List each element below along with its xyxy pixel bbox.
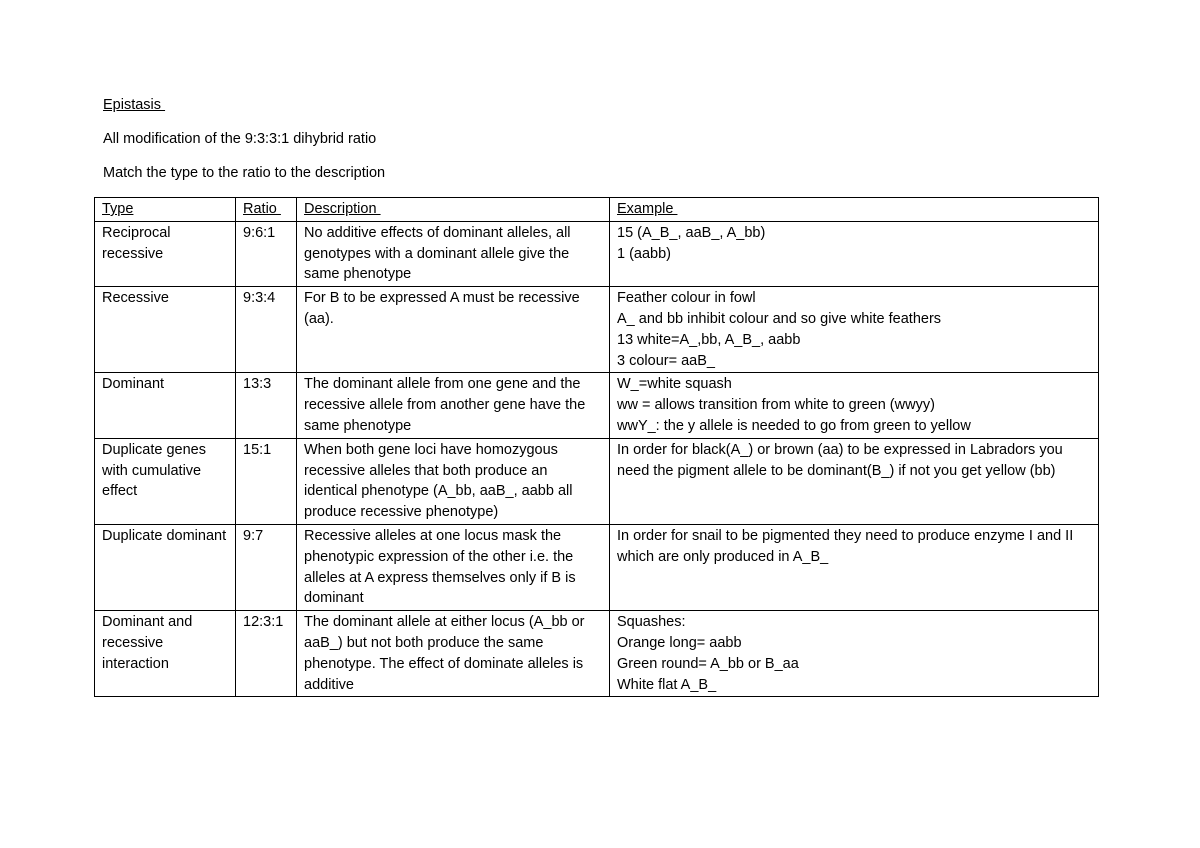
ratio-cell: 12:3:1 xyxy=(236,611,297,697)
type-cell: Duplicate genes with cumulative effect xyxy=(95,438,236,524)
header-example: Example xyxy=(610,198,1099,222)
example-line: 13 white=A_,bb, A_B_, aabb xyxy=(617,331,801,348)
instruction-text: Match the type to the ratio to the description xyxy=(103,165,386,181)
example-line: White flat A_B_ xyxy=(617,676,717,693)
description-cell: The dominant allele at either locus (A_bb or aaB_) but not both produce the same phenotype. The effect of dominate alleles is additive xyxy=(297,611,610,697)
example-line: In order for black(A_) or brown (aa) to be expressed in Labradors you need the pigment allele to be dominant(B_) if not you get yellow (bb) xyxy=(617,441,1063,479)
example-cell xyxy=(610,438,1099,524)
example-line: Green round= A_bb or B_aa xyxy=(617,655,799,672)
example-line: ww = allows transition from white to green (wwyy) xyxy=(617,397,935,414)
type-cell: Duplicate dominant xyxy=(95,524,236,610)
example-line: 15 (A_B_, aaB_, A_bb) xyxy=(617,224,766,241)
type-cell: Dominant and recessive interaction xyxy=(95,611,236,697)
description-cell: When both gene loci have homozygous recessive alleles that both produce an identical phenotype (A_bb, aaB_, aabb all produce recessive phenotype) xyxy=(297,438,610,524)
ratio-cell: 9:3:4 xyxy=(236,287,297,373)
document-title: Epistasis xyxy=(103,97,166,113)
ratio-cell: 9:7 xyxy=(236,524,297,610)
type-cell: Dominant xyxy=(95,373,236,438)
description-cell: Recessive alleles at one locus mask the phenotypic expression of the other i.e. the alleles at A express themselves only if B is dominant xyxy=(297,524,610,610)
example-line: Orange long= aabb xyxy=(617,634,742,651)
description-cell: No additive effects of dominant alleles, all genotypes with a dominant allele give the same phenotype xyxy=(297,221,610,286)
example-line: Squashes: xyxy=(617,614,686,631)
table-row xyxy=(95,373,1099,438)
intro-text: All modification of the 9:3:3:1 dihybrid ratio xyxy=(103,131,377,147)
type-cell: Recessive xyxy=(95,287,236,373)
example-cell xyxy=(610,524,1099,610)
example-cell xyxy=(610,287,1099,373)
example-line: In order for snail to be pigmented they need to produce enzyme I and II which are only produced in A_B_ xyxy=(617,527,1074,565)
example-line: A_ and bb inhibit colour and so give white feathers xyxy=(617,310,942,327)
example-line: Feather colour in fowl xyxy=(617,290,756,307)
header-description: Description xyxy=(297,198,610,222)
epistasis-table xyxy=(94,197,1099,697)
example-line: 3 colour= aaB_ xyxy=(617,352,715,369)
example-cell xyxy=(610,373,1099,438)
type-cell: Reciprocal recessive xyxy=(95,221,236,286)
ratio-cell: 13:3 xyxy=(236,373,297,438)
example-cell xyxy=(610,611,1099,697)
table-row xyxy=(95,438,1099,524)
table-header-row xyxy=(95,198,1099,222)
table-row xyxy=(95,287,1099,373)
table-row xyxy=(95,524,1099,610)
ratio-cell: 9:6:1 xyxy=(236,221,297,286)
header-ratio: Ratio xyxy=(236,198,297,222)
ratio-cell: 15:1 xyxy=(236,438,297,524)
example-cell xyxy=(610,221,1099,286)
example-line: wwY_: the y allele is needed to go from green to yellow xyxy=(617,417,971,434)
example-line: 1 (aabb) xyxy=(617,245,672,262)
table-row xyxy=(95,221,1099,286)
header-type: Type xyxy=(95,198,236,222)
table-row xyxy=(95,611,1099,697)
description-cell: The dominant allele from one gene and the recessive allele from another gene have the same phenotype xyxy=(297,373,610,438)
example-line: W_=white squash xyxy=(617,376,732,393)
description-cell: For B to be expressed A must be recessive (aa). xyxy=(297,287,610,373)
